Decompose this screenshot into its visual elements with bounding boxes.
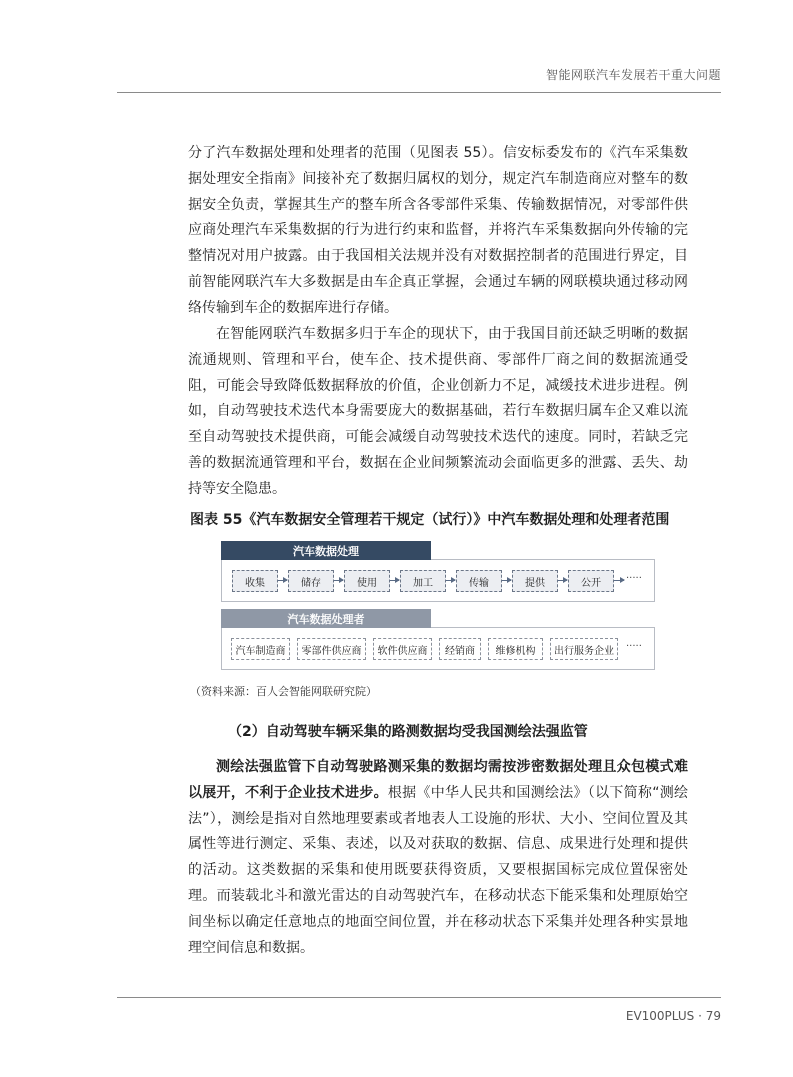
flow-arrow [558, 580, 567, 581]
running-header-title: 智能网联汽车发展若干重大问题 [545, 68, 721, 82]
page-footer: EV100PLUS · 79 [625, 1009, 721, 1023]
flow-arrow [278, 580, 287, 581]
process-ellipsis: ····· [626, 573, 642, 584]
paragraph-3-lead: 测绘法强监管下自动驾驶路测采集的数据均需按涉密数据处理且众包模式难以展开，不利于企业技术进步。 [188, 759, 688, 801]
flow-arrow [446, 580, 455, 581]
paragraph-2: 在智能网联汽车数据多归于车企的现状下，由于我国目前还缺乏明晰的数据流通规则、管理和平台，使车企、技术提供商、零部件厂商之间的数据流通受阻，可能会导致降低数据释放的价值，企业创新力不足，减缓技术进步进程。例如，自动驾驶技术迭代本身需要庞大的数据基础，若行车数据归属车企又难以流至自动驾驶技术提供商，可能会减缓自动驾驶技术迭代的速度。同时，若缺乏完善的数据流通管理和平台，数据在企业间频繁流动会面临更多的泄露、丢失、劫持等安全隐患。 [188, 326, 688, 497]
data-processor-panel [221, 627, 655, 670]
process-item-process: 加工 [400, 570, 446, 592]
data-processor-title: 汽车数据处理者 [221, 609, 431, 628]
figure-source: （资料来源：百人会智能网联研究院） [190, 685, 377, 698]
process-item-disclose: 公开 [568, 570, 614, 592]
process-item-collect: 收集 [232, 570, 278, 592]
flow-arrow [614, 580, 624, 581]
processor-item-automaker: 汽车制造商 [231, 638, 290, 660]
footer-divider [117, 997, 721, 998]
flow-arrow [502, 580, 511, 581]
processor-item-mobility-service: 出行服务企业 [550, 638, 618, 660]
processor-item-dealer: 经销商 [439, 638, 481, 660]
data-processing-title: 汽车数据处理 [221, 541, 431, 560]
paragraph-1: 分了汽车数据处理和处理者的范围（见图表 55）。信安标委发布的《汽车采集数据处理安全指南》间接补充了数据归属权的划分，规定汽车制造商应对整车的数据安全负责，掌握其生产的整车所含各零部件采集、传输数据情况，对零部件供应商处理汽车采集数据的行为进行约束和监督，并将汽车采集数据向外传输的完整情况对用户披露。由于我国相关法规并没有对数据控制者的范围进行界定，目前智能网联汽车大多数据是由车企真正掌握，会通过车辆的网联模块通过移动网络传输到车企的数据库进行存储。 [188, 145, 688, 316]
processor-ellipsis: ····· [626, 641, 642, 652]
process-item-transmit: 传输 [456, 570, 502, 592]
paragraph-3 [188, 755, 688, 961]
data-processing-diagram [221, 541, 656, 671]
process-item-use: 使用 [344, 570, 390, 592]
flow-arrow [334, 580, 343, 581]
process-item-store: 储存 [288, 570, 334, 592]
figure-caption: 图表 55《汽车数据安全管理若干规定（试行）》中汽车数据处理和处理者范围 [190, 512, 670, 528]
processor-item-repair-shop: 维修机构 [488, 638, 543, 660]
section-heading: （2）自动驾驶车辆采集的路测数据均受我国测绘法强监管 [228, 724, 588, 740]
flow-arrow [390, 580, 399, 581]
data-processing-panel [221, 559, 655, 602]
header-divider [117, 92, 721, 93]
paragraph-3-body: 根据《中华人民共和国测绘法》（以下简称“测绘法”），测绘是指对自然地理要素或者地表人工设施的形状、大小、空间位置及其属性等进行测定、采集、表述，以及对获取的数据、信息、成果进行处理和提供的活动。这类数据的采集和使用既要获得资质，又要根据国标完成位置保密处理。而装载北斗和激光雷达的自动驾驶汽车，在移动状态下能采集和处理原始空间坐标以确定任意地点的地面空间位置，并在移动状态下采集并处理各种实景地理空间信息和数据。 [188, 784, 688, 956]
process-item-provide: 提供 [512, 570, 558, 592]
processor-item-software-supplier: 软件供应商 [373, 638, 432, 660]
processor-item-parts-supplier: 零部件供应商 [297, 638, 366, 660]
